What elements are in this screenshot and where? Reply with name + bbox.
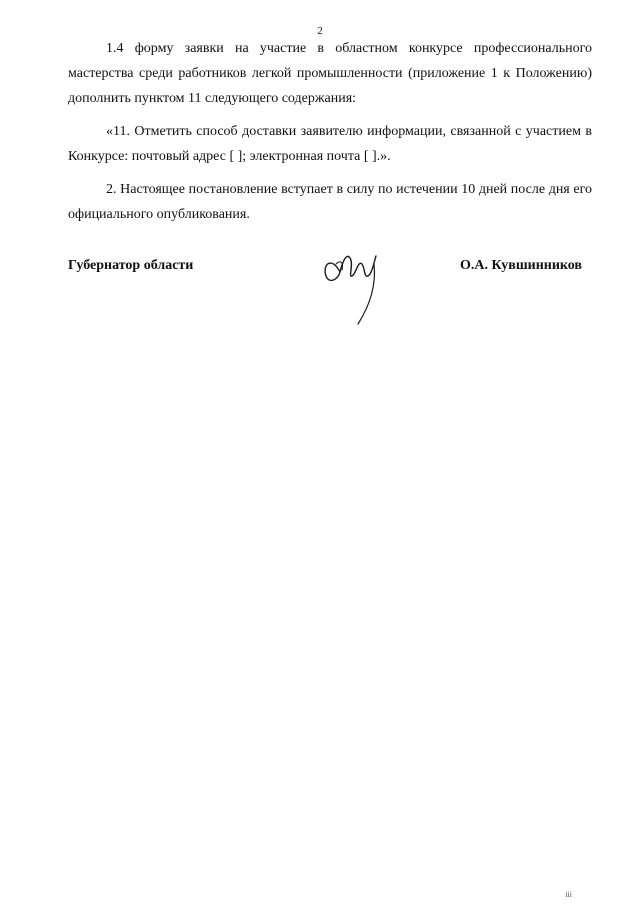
signature-block <box>68 248 592 338</box>
paragraph-quoted-item: «11. Отметить способ доставки заявителю информации, связанной с участием в Конкурсе: почтовый адрес [ ]; электронная почта [ ].». <box>68 124 592 164</box>
footer-mark: iii <box>565 890 572 899</box>
paragraph-amendment: 1.4 форму заявки на участие в областном конкурсе профессионального мастерства среди работников легкой промышленности (приложение 1 к Положению) дополнить пунктом 11 следующего содержания: <box>68 41 592 106</box>
handwritten-signature-icon <box>318 242 388 330</box>
signatory-title: Губернатор области <box>68 258 194 273</box>
signatory-name: О.А. Кувшинников <box>459 258 582 273</box>
document-body <box>68 36 592 235</box>
paragraph-effective-date: 2. Настоящее постановление вступает в силу по истечении 10 дней после дня его официального опубликования. <box>68 182 592 222</box>
page-number: 2 <box>317 25 323 37</box>
